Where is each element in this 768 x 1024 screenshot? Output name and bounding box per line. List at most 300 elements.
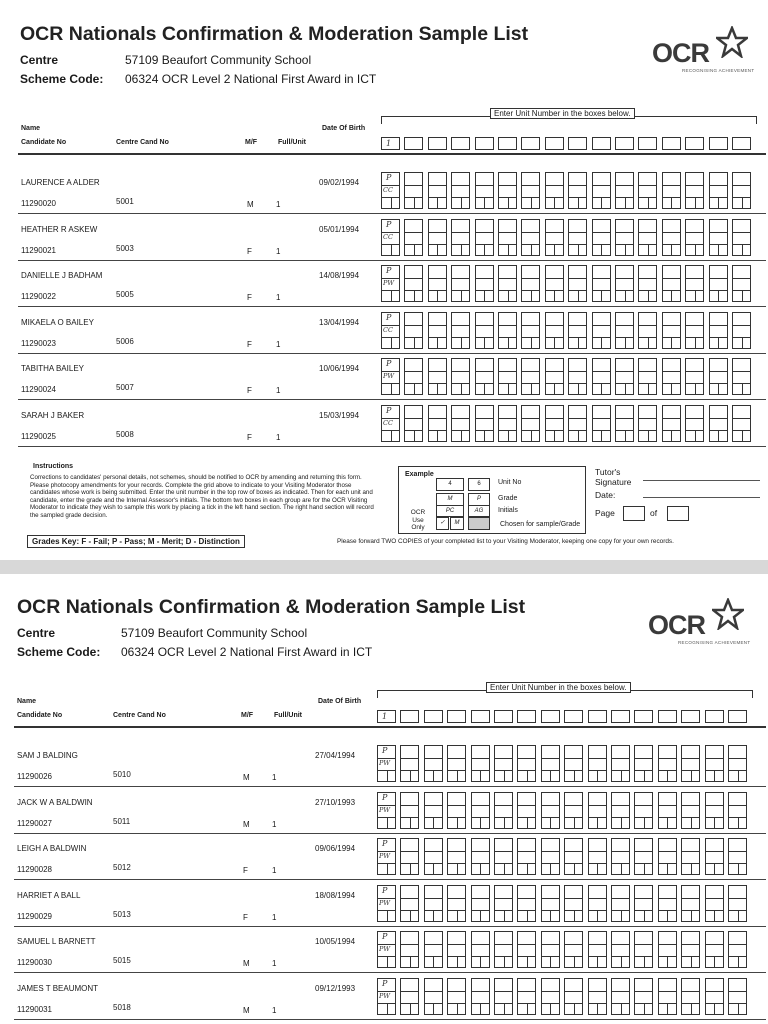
sampled-grade-box[interactable] — [391, 383, 401, 395]
unit-number-box[interactable] — [568, 137, 587, 150]
grade-box[interactable] — [424, 885, 443, 899]
sampled-grade-box[interactable] — [671, 337, 681, 349]
grade-box[interactable] — [662, 219, 681, 233]
grade-box[interactable] — [545, 358, 564, 372]
sampled-grade-box[interactable] — [437, 290, 447, 302]
sampled-grade-box[interactable] — [531, 337, 541, 349]
grade-box[interactable] — [428, 172, 447, 186]
sampled-grade-box[interactable] — [714, 770, 724, 782]
grade-box[interactable] — [404, 312, 423, 326]
grade-box[interactable] — [568, 265, 587, 279]
unit-number-box[interactable] — [681, 710, 700, 723]
unit-number-box[interactable] — [709, 137, 728, 150]
sampled-grade-box[interactable] — [742, 383, 752, 395]
grade-box[interactable] — [728, 931, 747, 945]
date-line[interactable] — [643, 497, 760, 498]
grade-box[interactable] — [475, 312, 494, 326]
grade-box[interactable] — [611, 931, 630, 945]
grade-box[interactable] — [611, 978, 630, 992]
grade-box[interactable] — [498, 405, 517, 419]
sampled-grade-box[interactable] — [391, 337, 401, 349]
grade-box[interactable] — [568, 358, 587, 372]
grade-box[interactable] — [471, 978, 490, 992]
sampled-grade-box[interactable] — [738, 863, 748, 875]
sampled-grade-box[interactable] — [644, 863, 654, 875]
unit-number-box[interactable] — [728, 710, 747, 723]
sampled-grade-box[interactable] — [671, 290, 681, 302]
sampled-grade-box[interactable] — [550, 863, 560, 875]
grade-box[interactable] — [424, 792, 443, 806]
grade-box[interactable] — [685, 358, 704, 372]
grade-box[interactable] — [588, 885, 607, 899]
grade-box[interactable] — [451, 172, 470, 186]
sampled-grade-box[interactable] — [742, 244, 752, 256]
sampled-grade-box[interactable] — [691, 910, 701, 922]
grade-box[interactable] — [545, 219, 564, 233]
unit-number-box[interactable] — [685, 137, 704, 150]
sampled-grade-box[interactable] — [718, 337, 728, 349]
sampled-grade-box[interactable] — [433, 910, 443, 922]
sampled-grade-box[interactable] — [574, 1003, 584, 1015]
grade-box[interactable] — [662, 172, 681, 186]
sampled-grade-box[interactable] — [667, 910, 677, 922]
sampled-grade-box[interactable] — [738, 956, 748, 968]
sampled-grade-box[interactable] — [644, 956, 654, 968]
sampled-grade-box[interactable] — [601, 383, 611, 395]
grade-box[interactable] — [709, 172, 728, 186]
unit-number-box[interactable] — [564, 710, 583, 723]
unit-number-box[interactable] — [424, 710, 443, 723]
sampled-grade-box[interactable] — [437, 197, 447, 209]
sampled-grade-box[interactable] — [508, 430, 518, 442]
sampled-grade-box[interactable] — [597, 770, 607, 782]
grade-box[interactable] — [564, 978, 583, 992]
sampled-grade-box[interactable] — [695, 337, 705, 349]
grade-box[interactable] — [705, 792, 724, 806]
grade-box[interactable] — [611, 838, 630, 852]
grade-box[interactable] — [685, 265, 704, 279]
sampled-grade-box[interactable] — [433, 817, 443, 829]
sampled-grade-box[interactable] — [714, 1003, 724, 1015]
sampled-grade-box[interactable] — [437, 244, 447, 256]
grade-box[interactable] — [471, 745, 490, 759]
sampled-grade-box[interactable] — [742, 197, 752, 209]
sampled-grade-box[interactable] — [718, 430, 728, 442]
grade-box[interactable] — [428, 265, 447, 279]
grade-box[interactable] — [615, 219, 634, 233]
grade-box[interactable] — [662, 265, 681, 279]
grade-box[interactable] — [658, 792, 677, 806]
unit-number-box[interactable] — [494, 710, 513, 723]
sampled-grade-box[interactable] — [504, 956, 514, 968]
sampled-grade-box[interactable] — [554, 244, 564, 256]
sampled-grade-box[interactable] — [387, 863, 397, 875]
sampled-grade-box[interactable] — [437, 383, 447, 395]
sampled-grade-box[interactable] — [480, 956, 490, 968]
grade-box[interactable] — [681, 792, 700, 806]
unit-number-box[interactable] — [638, 137, 657, 150]
grade-box[interactable] — [400, 838, 419, 852]
grade-box[interactable] — [592, 312, 611, 326]
grade-box[interactable] — [638, 358, 657, 372]
sampled-grade-box[interactable] — [437, 337, 447, 349]
grade-box[interactable] — [638, 312, 657, 326]
sampled-grade-box[interactable] — [718, 197, 728, 209]
sampled-grade-box[interactable] — [410, 863, 420, 875]
grade-box[interactable] — [475, 172, 494, 186]
grade-box[interactable] — [709, 405, 728, 419]
sampled-grade-box[interactable] — [484, 383, 494, 395]
unit-number-box[interactable] — [541, 710, 560, 723]
unit-number-box[interactable] — [634, 710, 653, 723]
grade-box[interactable] — [494, 745, 513, 759]
grade-box[interactable] — [517, 931, 536, 945]
grade-box[interactable] — [568, 219, 587, 233]
unit-number-box[interactable] — [662, 137, 681, 150]
sampled-grade-box[interactable] — [480, 1003, 490, 1015]
sampled-grade-box[interactable] — [667, 770, 677, 782]
grade-box[interactable] — [424, 838, 443, 852]
unit-number-box[interactable] — [545, 137, 564, 150]
grade-box[interactable] — [428, 312, 447, 326]
sampled-grade-box[interactable] — [414, 244, 424, 256]
unit-number-box[interactable] — [592, 137, 611, 150]
grade-box[interactable] — [588, 745, 607, 759]
grade-box[interactable] — [541, 931, 560, 945]
grade-box[interactable] — [732, 219, 751, 233]
unit-number-box[interactable] — [498, 137, 517, 150]
unit-number-box[interactable] — [404, 137, 423, 150]
sampled-grade-box[interactable] — [695, 244, 705, 256]
grade-box[interactable] — [404, 358, 423, 372]
sampled-grade-box[interactable] — [480, 770, 490, 782]
sampled-grade-box[interactable] — [457, 956, 467, 968]
grade-box[interactable] — [447, 978, 466, 992]
grade-box[interactable] — [521, 172, 540, 186]
sampled-grade-box[interactable] — [738, 1003, 748, 1015]
grade-box[interactable] — [451, 358, 470, 372]
sampled-grade-box[interactable] — [648, 383, 658, 395]
grade-box[interactable] — [588, 838, 607, 852]
sampled-grade-box[interactable] — [625, 430, 635, 442]
sampled-grade-box[interactable] — [621, 863, 631, 875]
page-total-box[interactable] — [667, 506, 689, 521]
page-number-box[interactable] — [623, 506, 645, 521]
grade-box[interactable] — [447, 885, 466, 899]
sampled-grade-box[interactable] — [484, 337, 494, 349]
sampled-grade-box[interactable] — [742, 430, 752, 442]
sampled-grade-box[interactable] — [671, 197, 681, 209]
sampled-grade-box[interactable] — [457, 1003, 467, 1015]
unit-number-box[interactable] — [471, 710, 490, 723]
grade-box[interactable] — [732, 312, 751, 326]
sampled-grade-box[interactable] — [391, 244, 401, 256]
grade-box[interactable] — [615, 405, 634, 419]
grade-box[interactable] — [709, 312, 728, 326]
sampled-grade-box[interactable] — [554, 197, 564, 209]
grade-box[interactable] — [471, 931, 490, 945]
sampled-grade-box[interactable] — [625, 337, 635, 349]
grade-box[interactable] — [705, 838, 724, 852]
grade-box[interactable] — [709, 219, 728, 233]
sampled-grade-box[interactable] — [531, 383, 541, 395]
sampled-grade-box[interactable] — [644, 770, 654, 782]
sampled-grade-box[interactable] — [718, 244, 728, 256]
sampled-grade-box[interactable] — [625, 383, 635, 395]
sampled-grade-box[interactable] — [597, 863, 607, 875]
sampled-grade-box[interactable] — [531, 290, 541, 302]
grade-box[interactable] — [564, 885, 583, 899]
grade-box[interactable] — [732, 172, 751, 186]
grade-box[interactable] — [634, 745, 653, 759]
sampled-grade-box[interactable] — [387, 770, 397, 782]
sampled-grade-box[interactable] — [691, 1003, 701, 1015]
sampled-grade-box[interactable] — [527, 770, 537, 782]
unit-number-box[interactable] — [517, 710, 536, 723]
sampled-grade-box[interactable] — [738, 770, 748, 782]
sampled-grade-box[interactable] — [578, 383, 588, 395]
sampled-grade-box[interactable] — [574, 770, 584, 782]
grade-box[interactable] — [471, 885, 490, 899]
grade-box[interactable] — [634, 838, 653, 852]
grade-box[interactable] — [451, 219, 470, 233]
sampled-grade-box[interactable] — [648, 197, 658, 209]
sampled-grade-box[interactable] — [504, 1003, 514, 1015]
grade-box[interactable] — [545, 172, 564, 186]
grade-box[interactable] — [404, 172, 423, 186]
sampled-grade-box[interactable] — [457, 863, 467, 875]
grade-box[interactable] — [732, 265, 751, 279]
grade-box[interactable] — [475, 219, 494, 233]
sampled-grade-box[interactable] — [484, 197, 494, 209]
grade-box[interactable] — [592, 219, 611, 233]
grade-box[interactable] — [404, 265, 423, 279]
sampled-grade-box[interactable] — [461, 337, 471, 349]
grade-box[interactable] — [424, 978, 443, 992]
unit-number-box[interactable] — [615, 137, 634, 150]
unit-number-box[interactable] — [475, 137, 494, 150]
grade-box[interactable] — [541, 792, 560, 806]
sampled-grade-box[interactable] — [691, 770, 701, 782]
sampled-grade-box[interactable] — [504, 910, 514, 922]
grade-box[interactable] — [521, 405, 540, 419]
sampled-grade-box[interactable] — [387, 910, 397, 922]
grade-box[interactable] — [428, 405, 447, 419]
sampled-grade-box[interactable] — [621, 956, 631, 968]
grade-box[interactable] — [517, 745, 536, 759]
sampled-grade-box[interactable] — [691, 956, 701, 968]
grade-box[interactable] — [658, 838, 677, 852]
grade-box[interactable] — [658, 931, 677, 945]
grade-box[interactable] — [498, 358, 517, 372]
grade-box[interactable] — [494, 931, 513, 945]
sampled-grade-box[interactable] — [414, 430, 424, 442]
sampled-grade-box[interactable] — [550, 1003, 560, 1015]
sampled-grade-box[interactable] — [714, 817, 724, 829]
sampled-grade-box[interactable] — [695, 290, 705, 302]
sampled-grade-box[interactable] — [461, 383, 471, 395]
grade-box[interactable] — [728, 745, 747, 759]
grade-box[interactable] — [564, 838, 583, 852]
sampled-grade-box[interactable] — [671, 244, 681, 256]
sampled-grade-box[interactable] — [574, 910, 584, 922]
sampled-grade-box[interactable] — [414, 197, 424, 209]
grade-box[interactable] — [475, 358, 494, 372]
unit-number-box[interactable] — [447, 710, 466, 723]
grade-box[interactable] — [475, 405, 494, 419]
sampled-grade-box[interactable] — [508, 197, 518, 209]
sampled-grade-box[interactable] — [621, 1003, 631, 1015]
unit-number-box[interactable] — [428, 137, 447, 150]
grade-box[interactable] — [681, 745, 700, 759]
sampled-grade-box[interactable] — [457, 910, 467, 922]
unit-number-box[interactable] — [705, 710, 724, 723]
sampled-grade-box[interactable] — [625, 244, 635, 256]
grade-box[interactable] — [541, 978, 560, 992]
grade-box[interactable] — [568, 172, 587, 186]
grade-box[interactable] — [521, 219, 540, 233]
sampled-grade-box[interactable] — [714, 956, 724, 968]
grade-box[interactable] — [400, 931, 419, 945]
sampled-grade-box[interactable] — [410, 770, 420, 782]
sampled-grade-box[interactable] — [414, 290, 424, 302]
sampled-grade-box[interactable] — [667, 863, 677, 875]
grade-box[interactable] — [615, 358, 634, 372]
grade-box[interactable] — [611, 745, 630, 759]
sampled-grade-box[interactable] — [414, 337, 424, 349]
sampled-grade-box[interactable] — [391, 290, 401, 302]
sampled-grade-box[interactable] — [714, 910, 724, 922]
grade-box[interactable] — [447, 838, 466, 852]
sampled-grade-box[interactable] — [597, 817, 607, 829]
grade-box[interactable] — [564, 745, 583, 759]
grade-box[interactable] — [658, 978, 677, 992]
grade-box[interactable] — [615, 265, 634, 279]
grade-box[interactable] — [611, 885, 630, 899]
grade-box[interactable] — [681, 978, 700, 992]
sampled-grade-box[interactable] — [527, 863, 537, 875]
tutor-signature-line[interactable] — [643, 480, 760, 481]
sampled-grade-box[interactable] — [621, 817, 631, 829]
sampled-grade-box[interactable] — [574, 956, 584, 968]
grade-box[interactable] — [428, 219, 447, 233]
grade-box[interactable] — [404, 219, 423, 233]
grade-box[interactable] — [521, 265, 540, 279]
grade-box[interactable] — [658, 885, 677, 899]
grade-box[interactable] — [705, 978, 724, 992]
grade-box[interactable] — [428, 358, 447, 372]
unit-number-box[interactable] — [521, 137, 540, 150]
grade-box[interactable] — [451, 405, 470, 419]
sampled-grade-box[interactable] — [597, 956, 607, 968]
sampled-grade-box[interactable] — [554, 337, 564, 349]
grade-box[interactable] — [400, 978, 419, 992]
grade-box[interactable] — [424, 745, 443, 759]
sampled-grade-box[interactable] — [695, 383, 705, 395]
grade-box[interactable] — [705, 931, 724, 945]
grade-box[interactable] — [634, 885, 653, 899]
grade-box[interactable] — [475, 265, 494, 279]
grade-box[interactable] — [498, 312, 517, 326]
grade-box[interactable] — [658, 745, 677, 759]
sampled-grade-box[interactable] — [433, 770, 443, 782]
grade-box[interactable] — [521, 312, 540, 326]
grade-box[interactable] — [494, 978, 513, 992]
sampled-grade-box[interactable] — [437, 430, 447, 442]
sampled-grade-box[interactable] — [527, 817, 537, 829]
sampled-grade-box[interactable] — [578, 430, 588, 442]
sampled-grade-box[interactable] — [601, 244, 611, 256]
sampled-grade-box[interactable] — [648, 290, 658, 302]
sampled-grade-box[interactable] — [718, 383, 728, 395]
grade-box[interactable] — [592, 265, 611, 279]
grade-box[interactable] — [709, 358, 728, 372]
sampled-grade-box[interactable] — [531, 430, 541, 442]
sampled-grade-box[interactable] — [457, 770, 467, 782]
grade-box[interactable] — [588, 792, 607, 806]
sampled-grade-box[interactable] — [718, 290, 728, 302]
sampled-grade-box[interactable] — [574, 863, 584, 875]
grade-box[interactable] — [404, 405, 423, 419]
sampled-grade-box[interactable] — [391, 197, 401, 209]
sampled-grade-box[interactable] — [531, 244, 541, 256]
sampled-grade-box[interactable] — [667, 956, 677, 968]
sampled-grade-box[interactable] — [625, 290, 635, 302]
sampled-grade-box[interactable] — [742, 337, 752, 349]
grade-box[interactable] — [541, 745, 560, 759]
grade-box[interactable] — [517, 978, 536, 992]
sampled-grade-box[interactable] — [621, 910, 631, 922]
sampled-grade-box[interactable] — [531, 197, 541, 209]
grade-box[interactable] — [592, 172, 611, 186]
grade-box[interactable] — [517, 792, 536, 806]
grade-box[interactable] — [638, 265, 657, 279]
grade-box[interactable] — [638, 219, 657, 233]
unit-number-box[interactable] — [588, 710, 607, 723]
sampled-grade-box[interactable] — [578, 337, 588, 349]
sampled-grade-box[interactable] — [554, 290, 564, 302]
sampled-grade-box[interactable] — [714, 863, 724, 875]
grade-box[interactable] — [498, 219, 517, 233]
sampled-grade-box[interactable] — [387, 956, 397, 968]
grade-box[interactable] — [634, 792, 653, 806]
sampled-grade-box[interactable] — [504, 817, 514, 829]
grade-box[interactable] — [451, 312, 470, 326]
sampled-grade-box[interactable] — [597, 910, 607, 922]
grade-box[interactable] — [498, 265, 517, 279]
grade-box[interactable] — [451, 265, 470, 279]
sampled-grade-box[interactable] — [691, 863, 701, 875]
grade-box[interactable] — [685, 219, 704, 233]
unit-number-box[interactable] — [658, 710, 677, 723]
sampled-grade-box[interactable] — [578, 244, 588, 256]
grade-box[interactable] — [471, 838, 490, 852]
sampled-grade-box[interactable] — [410, 1003, 420, 1015]
grade-box[interactable] — [732, 358, 751, 372]
sampled-grade-box[interactable] — [484, 290, 494, 302]
grade-box[interactable] — [685, 172, 704, 186]
sampled-grade-box[interactable] — [601, 430, 611, 442]
grade-box[interactable] — [517, 885, 536, 899]
grade-box[interactable] — [588, 978, 607, 992]
sampled-grade-box[interactable] — [601, 337, 611, 349]
grade-box[interactable] — [494, 885, 513, 899]
sampled-grade-box[interactable] — [695, 197, 705, 209]
grade-box[interactable] — [541, 838, 560, 852]
sampled-grade-box[interactable] — [671, 430, 681, 442]
grade-box[interactable] — [728, 792, 747, 806]
sampled-grade-box[interactable] — [433, 956, 443, 968]
